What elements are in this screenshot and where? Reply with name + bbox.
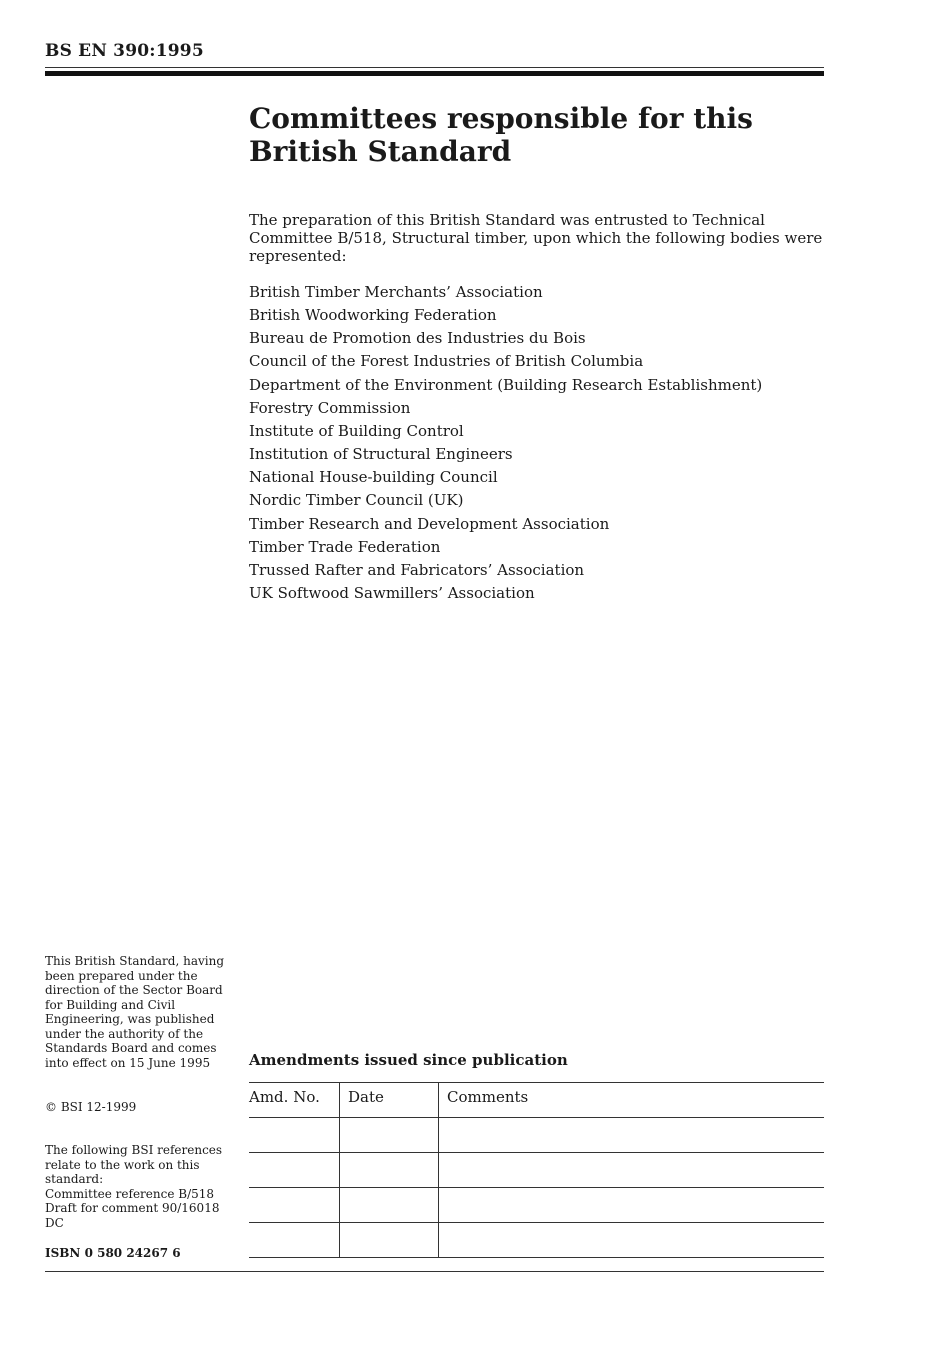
list-item: Institution of Structural Engineers (249, 445, 513, 464)
table-header-row (249, 1083, 824, 1118)
column-header-amd-no: Amd. No. (249, 1083, 340, 1118)
sidebar-isbn (45, 1246, 235, 1261)
table-cell (249, 1188, 340, 1223)
isbn: ISBN 0 580 24267 6 (45, 1246, 181, 1260)
publication-note: This British Standard, having been prepared under the direction of the Sector Board for Building and Civil Engineering, was published under the authority of the Standards Board and comes into effect on 15 June 1995 (45, 954, 225, 1070)
list-item: Timber Trade Federation (249, 537, 441, 556)
table-cell (249, 1118, 340, 1153)
references-intro: The following BSI references relate to the work on this standard: (45, 1143, 223, 1186)
sidebar-publication (45, 954, 235, 1070)
table-cell (439, 1153, 825, 1188)
amendments-table (249, 1082, 824, 1258)
committee-reference: Committee reference B/518 (45, 1186, 215, 1201)
table-cell (439, 1188, 825, 1223)
table-row (249, 1118, 824, 1153)
list-item: National House-building Council (249, 468, 498, 487)
list-item: Nordic Timber Council (UK) (249, 491, 464, 510)
list-item: Forestry Commission (249, 398, 411, 417)
table-cell (249, 1223, 340, 1258)
intro-paragraph: The preparation of this British Standard was entrusted to Technical Committee B/518, Structural timber, upon which the following bodies were represented: (249, 211, 823, 265)
sidebar-references (45, 1143, 235, 1230)
table-cell (340, 1223, 439, 1258)
list-item: Council of the Forest Industries of British Columbia (249, 352, 644, 371)
list-item: UK Softwood Sawmillers’ Association (249, 584, 535, 603)
draft-reference: Draft for comment 90/16018 DC (45, 1201, 220, 1230)
table-cell (249, 1153, 340, 1188)
copyright-notice: © BSI 12-1999 (45, 1100, 137, 1114)
table-cell (439, 1118, 825, 1153)
list-item: Department of the Environment (Building Research Establishment) (249, 375, 763, 394)
list-item: Timber Research and Development Association (249, 514, 610, 533)
header-rule-thick (45, 71, 824, 76)
list-item: Institute of Building Control (249, 421, 464, 440)
column-header-comments: Comments (439, 1083, 825, 1118)
document-id: BS EN 390:1995 (45, 41, 204, 61)
table-cell (340, 1188, 439, 1223)
list-item: Trussed Rafter and Fabricators’ Association (249, 560, 585, 579)
table-cell (340, 1153, 439, 1188)
list-item: Bureau de Promotion des Industries du Bois (249, 329, 586, 348)
table-row (249, 1153, 824, 1188)
page-title: Committees responsible for this British Standard (249, 102, 753, 168)
list-item: British Timber Merchants’ Association (249, 283, 543, 301)
amendments-heading: Amendments issued since publication (249, 1051, 568, 1069)
table-row (249, 1188, 824, 1223)
list-item: British Woodworking Federation (249, 306, 497, 325)
represented-bodies-list (249, 281, 762, 605)
column-header-date: Date (340, 1083, 439, 1118)
sidebar-copyright (45, 1100, 235, 1115)
table-cell (439, 1223, 825, 1258)
footer-rule (45, 1271, 824, 1272)
header-rule-top (45, 67, 824, 68)
table-cell (340, 1118, 439, 1153)
table-row (249, 1223, 824, 1258)
